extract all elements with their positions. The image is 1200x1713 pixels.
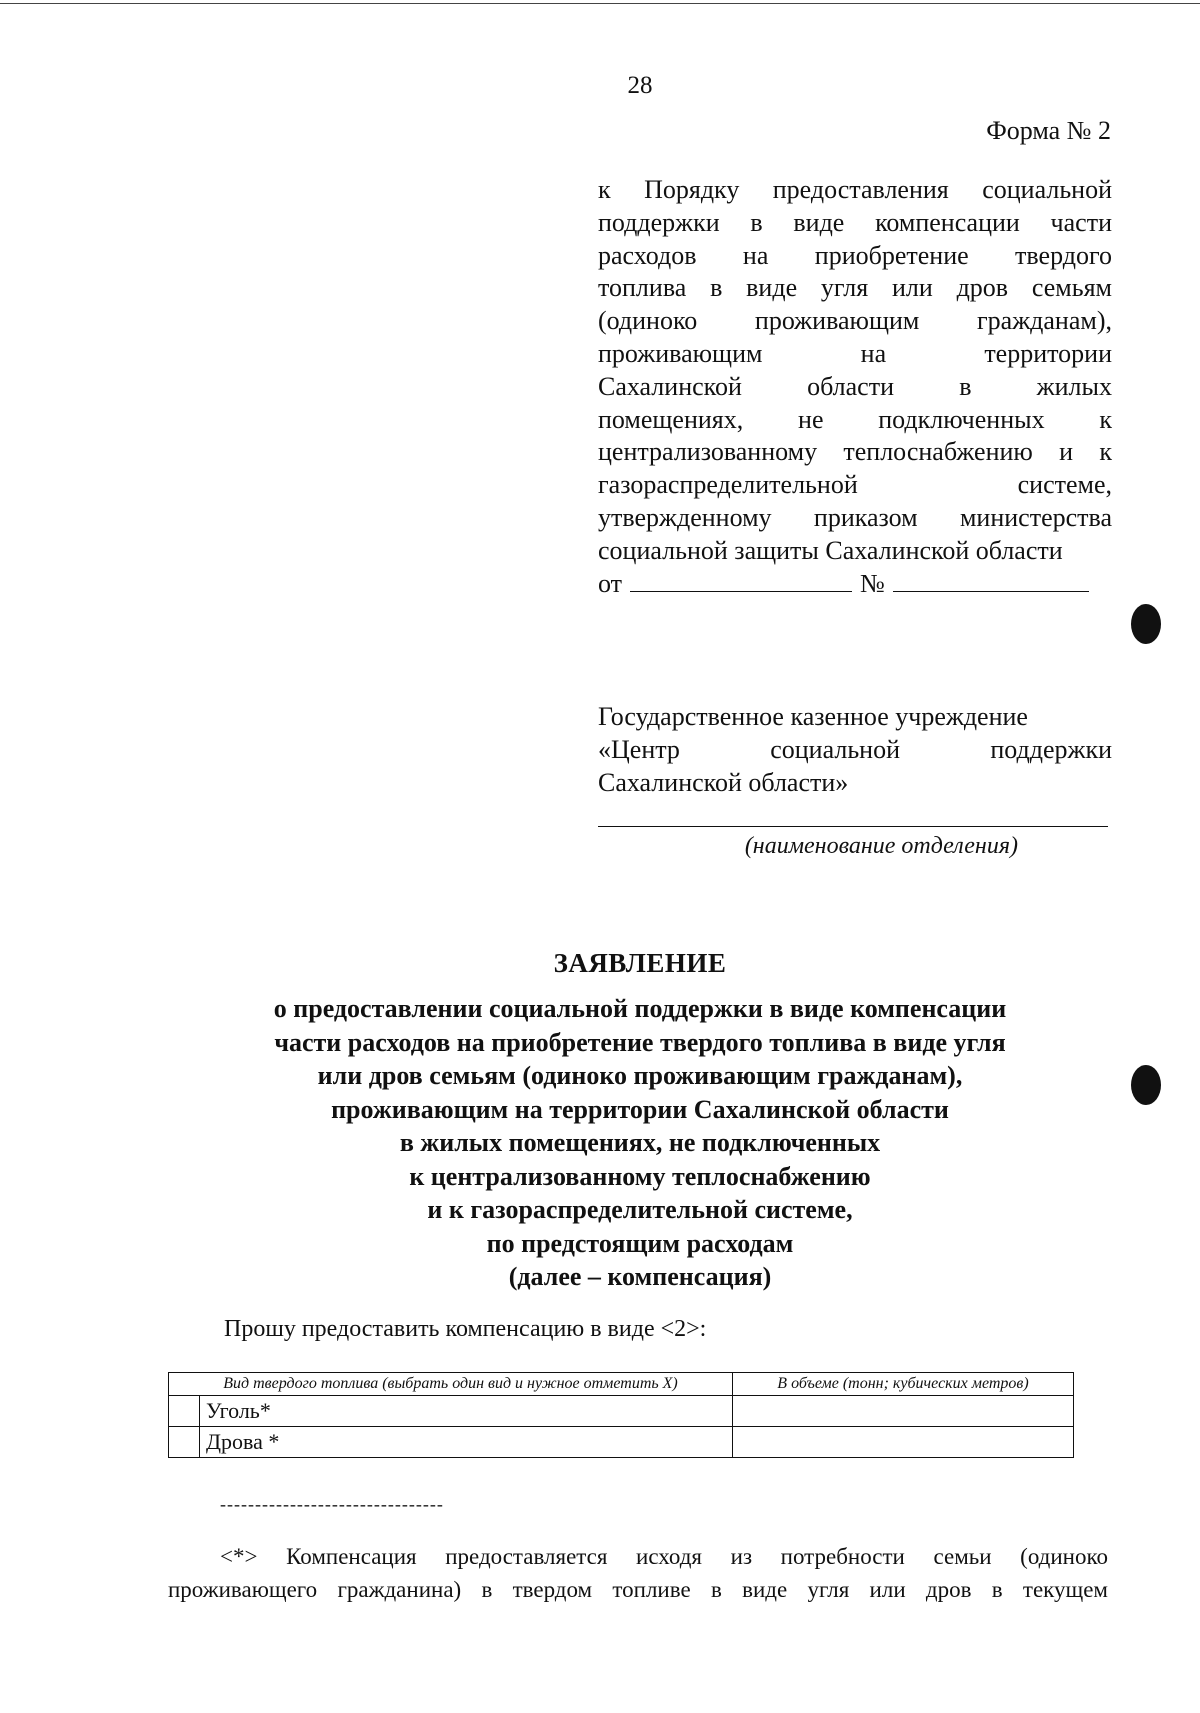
subtitle-line: и к газораспределительной системе, [427, 1195, 853, 1224]
coal-label: Уголь* [200, 1396, 733, 1427]
department-caption: (наименование отделения) [744, 833, 1018, 859]
annex-line: топлива в виде угля или дров семьям [598, 273, 1112, 303]
fuel-table [168, 1372, 1074, 1458]
footnote-line [168, 1540, 1108, 1573]
firewood-mark-cell[interactable] [169, 1427, 200, 1458]
punch-hole-top [1131, 604, 1161, 644]
annex-reference [598, 174, 1112, 600]
addressee-line: «Центр социальной поддержки [598, 735, 1112, 764]
table-header-volume: В объеме (тонн; кубических метров) [733, 1373, 1074, 1396]
number-label: № [860, 568, 885, 598]
form-label: Форма № 2 [986, 116, 1111, 145]
table-header-row [169, 1373, 1074, 1396]
firewood-label: Дрова * [200, 1427, 733, 1458]
addressee-block [598, 700, 1112, 799]
table-row [169, 1427, 1074, 1458]
annex-line: поддержки в виде компенсации части [598, 207, 1112, 237]
footnote-divider: -------------------------------- [220, 1494, 444, 1514]
footnote-line-text: <*> Компенсация предоставляется исходя из потребности семьи (одиноко [220, 1544, 1108, 1569]
subtitle-line: части расходов на приобретение твердого топлива в виде угля [274, 1027, 1006, 1057]
subtitle-line: к централизованному теплоснабжению [409, 1161, 871, 1191]
subtitle-line: (далее – компенсация) [508, 1262, 772, 1291]
annex-date-number-row [598, 568, 1112, 601]
footnote [168, 1540, 1108, 1606]
request-text: Прошу предоставить компенсацию в виде <2>: [224, 1316, 707, 1342]
annex-line: Сахалинской области в жилых [598, 371, 1112, 401]
annex-line: расходов на приобретение твердого [598, 240, 1112, 270]
subtitle-line: или дров семьям (одиноко проживающим гражданам), [317, 1061, 963, 1090]
number-blank [893, 569, 1089, 592]
subtitle-line: о предоставлении социальной поддержки в виде компенсации [273, 994, 1007, 1023]
subtitle-line: проживающим на территории Сахалинской области [331, 1094, 949, 1124]
annex-line: к Порядку предоставления социальной [598, 175, 1112, 204]
statement-title: ЗАЯВЛЕНИЕ [553, 948, 727, 978]
annex-line: проживающим на территории [598, 338, 1112, 368]
addressee-line: Государственное казенное учреждение [598, 702, 1028, 731]
annex-line: социальной защиты Сахалинской области [598, 535, 1063, 565]
annex-line: (одиноко проживающим гражданам), [598, 306, 1112, 336]
subtitle-line: в жилых помещениях, не подключенных [399, 1128, 881, 1157]
annex-line: помещениях, не подключенных к [598, 404, 1112, 434]
firewood-volume-cell[interactable] [733, 1427, 1074, 1458]
punch-hole-bottom [1131, 1065, 1161, 1105]
department-blank-line [598, 826, 1108, 827]
annex-line: утвержденному приказом министерства [598, 502, 1112, 532]
annex-line: газораспределительной системе, [598, 470, 1112, 500]
annex-line: централизованному теплоснабжению и к [598, 437, 1112, 467]
coal-mark-cell[interactable] [169, 1396, 200, 1427]
footnote-line: проживающего гражданина) в твердом топливе в виде угля или дров в текущем [168, 1577, 1108, 1602]
statement-subtitle [180, 992, 1100, 1294]
addressee-line: Сахалинской области» [598, 768, 849, 797]
table-header-fuel-type: Вид твердого топлива (выбрать один вид и нужное отметить X) [169, 1373, 733, 1396]
page-number: 28 [627, 72, 653, 99]
table-row [169, 1396, 1074, 1427]
coal-volume-cell[interactable] [733, 1396, 1074, 1427]
from-label: от [598, 568, 623, 598]
date-blank [630, 569, 852, 592]
page-top-edge [0, 3, 1200, 4]
subtitle-line: по предстоящим расходам [486, 1228, 794, 1258]
